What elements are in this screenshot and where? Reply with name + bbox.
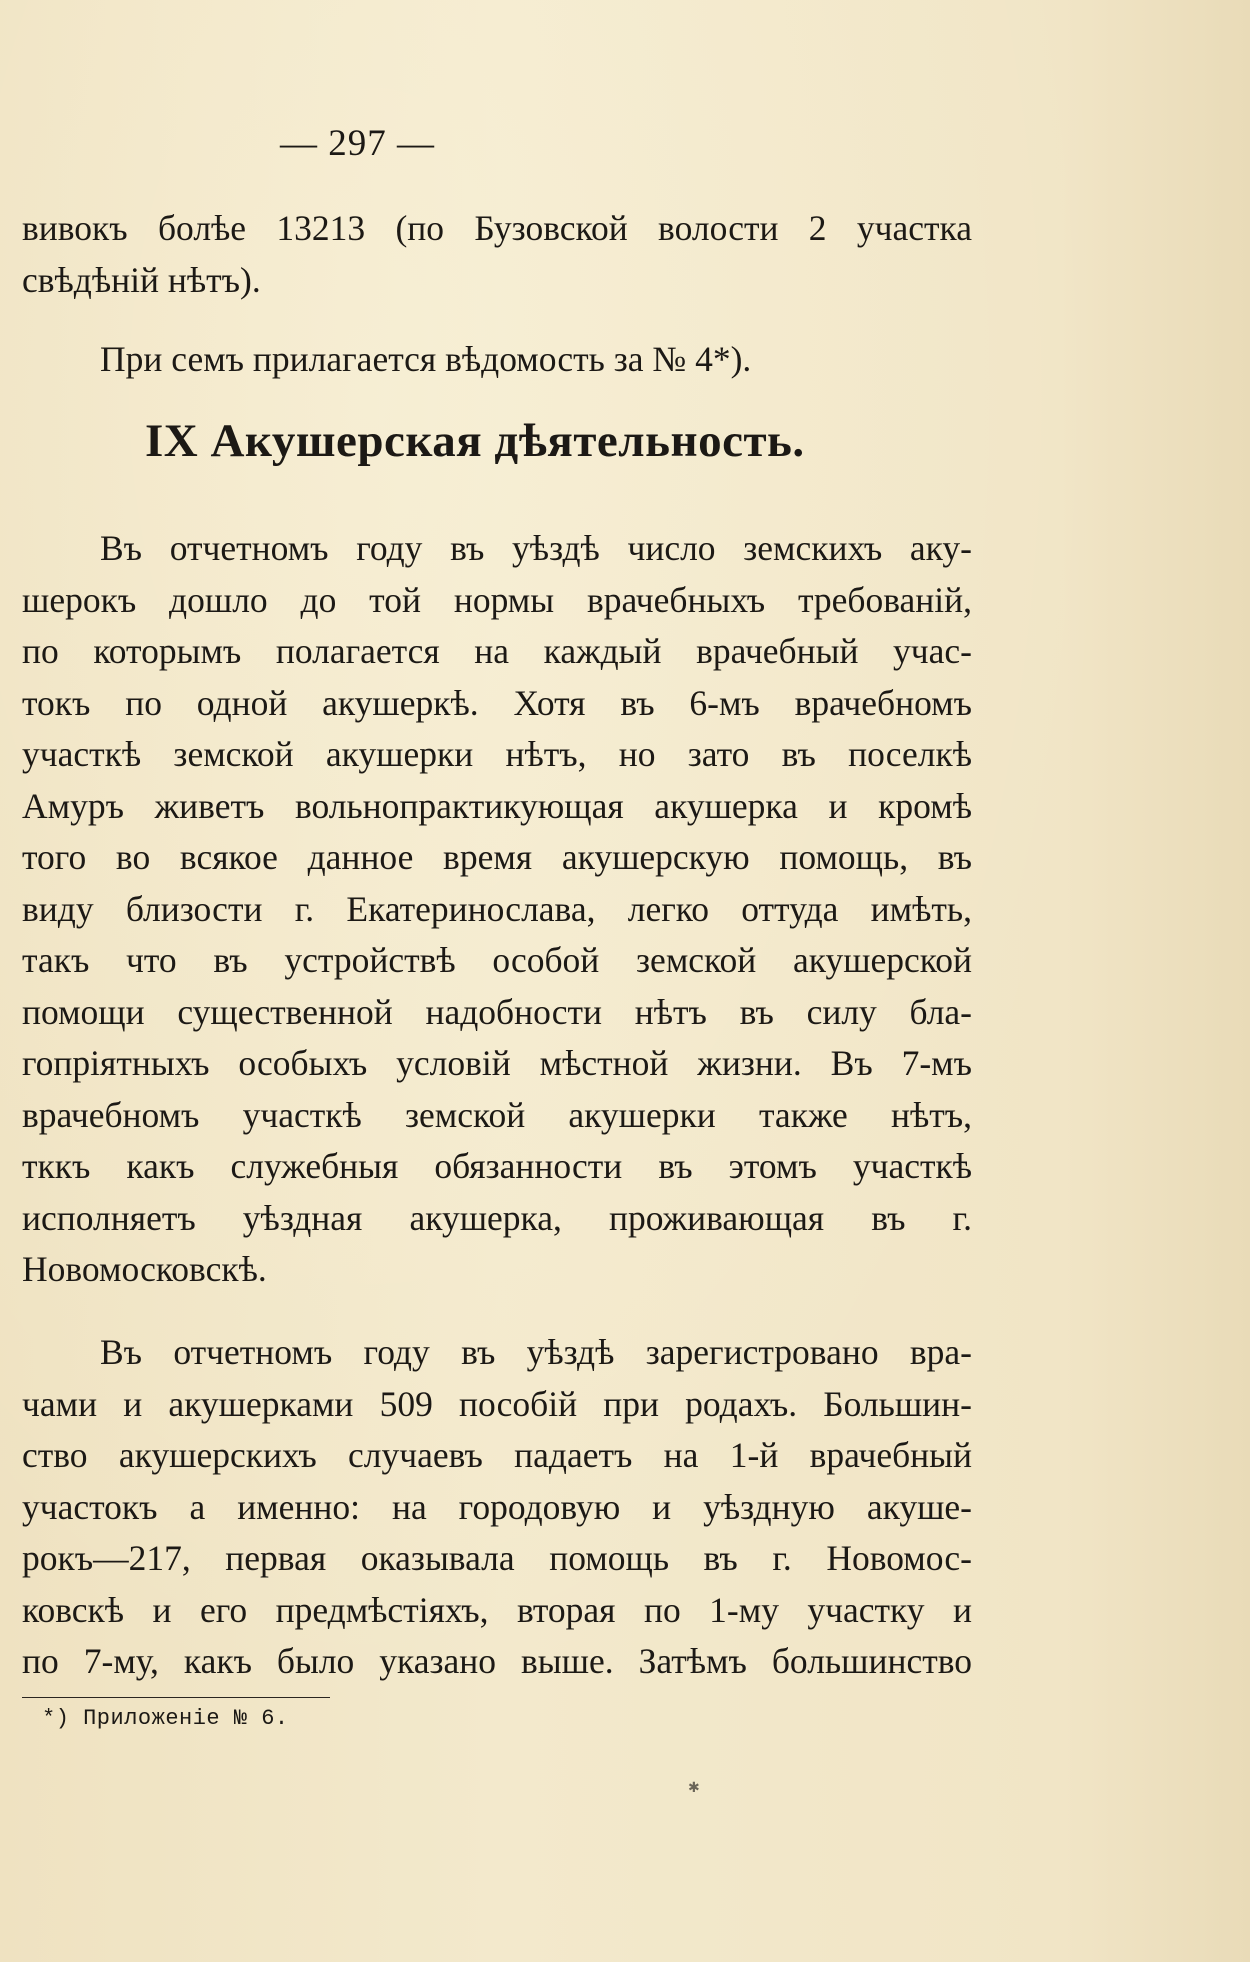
text-line: помощи существенной надобности нѣтъ въ силу бла- — [22, 991, 972, 1032]
text-line: Амуръ живетъ вольнопрактикующая акушерка и кромѣ — [22, 785, 972, 826]
footnote-divider — [22, 1697, 330, 1698]
text-line: тккъ какъ служебныя обязанности въ этомъ участкѣ — [22, 1146, 972, 1186]
text-line: гопрiятныхъ особыхъ условiй мѣстной жизни. Въ 7-мъ — [22, 1043, 972, 1083]
paragraph-midwifery-staffing — [22, 523, 972, 1296]
text-line: рокъ—217, первая оказывала помощь въ г. Новомос- — [22, 1538, 972, 1578]
footnote: *) Приложенiе № 6. — [42, 1706, 289, 1731]
paragraph-birth-assistance — [22, 1327, 972, 1688]
page-number: — 297 — — [280, 123, 435, 164]
text-line: При семъ прилагается вѣдомость за № 4*). — [100, 339, 752, 379]
text-line: Въ отчетномъ году въ уѣздѣ зарегистровано вра- — [100, 1332, 972, 1372]
text-line: шерокъ дошло до той нормы врачебныхъ требованiй, — [22, 579, 972, 620]
text-line: по которымъ полагается на каждый врачебный учас- — [22, 631, 972, 671]
continuation-text — [22, 203, 972, 306]
text-line: виду близости г. Екатеринослава, легко оттуда имѣть, — [22, 888, 972, 929]
text-line: токъ по одной акушеркѣ. Хотя въ 6-мъ врачебномъ — [22, 682, 972, 723]
text-line: такъ что въ устройствѣ особой земской акушерской — [22, 940, 972, 980]
text-line: Новомосковскѣ. — [22, 1249, 267, 1289]
text-line: Въ отчетномъ году въ уѣздѣ число земскихъ аку- — [100, 528, 972, 568]
attached-statement-note — [100, 334, 870, 386]
section-heading: IX Акушерская дѣятельность. — [145, 415, 805, 467]
text-line: по 7-му, какъ было указано выше. Затѣмъ большинство — [22, 1641, 972, 1681]
text-line: ковскѣ и его предмѣстiяхъ, вторая по 1-му участку и — [22, 1589, 972, 1630]
print-speck-mark: ✱ — [688, 1780, 700, 1796]
text-line: чами и акушерками 509 пособiй при родахъ. Большин- — [22, 1383, 972, 1424]
text-line: участкѣ земской акушерки нѣтъ, но зато въ поселкѣ — [22, 734, 972, 774]
text-line: ство акушерскихъ случаевъ падаетъ на 1-й врачебный — [22, 1435, 972, 1475]
text-line: участокъ а именно: на городовую и уѣздную акуше- — [22, 1486, 972, 1527]
text-line: исполняетъ уѣздная акушерка, проживающая въ г. — [22, 1197, 972, 1238]
text-line: врачебномъ участкѣ земской акушерки также нѣтъ, — [22, 1094, 972, 1135]
text-line: того во всякое данное время акушерскую помощь, въ — [22, 837, 972, 877]
text-line: свѣдѣнiй нѣтъ). — [22, 259, 261, 300]
text-line: вивокъ болѣе 13213 (по Бузовской волости 2 участка — [22, 208, 972, 248]
